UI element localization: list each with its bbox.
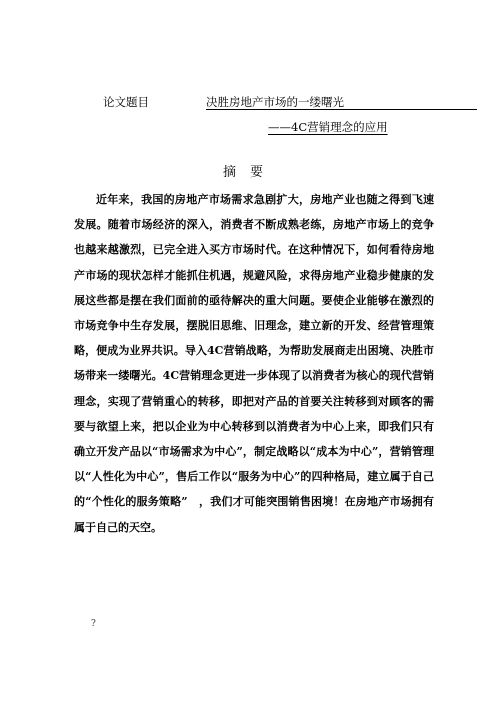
title-row [103,92,463,112]
thesis-subtitle: ——4C营销理念的应用 [268,120,388,134]
abstract-paragraph: 近年来，我国的房地产市场需求急剧扩大，房地产业也随之得到飞速发展。随着市场经济的深入，消费者不断成熟老练，房地产市场上的竞争也越来越激烈，已完全进入买方市场时代。在这种情况下，如何看待房地产市场的现状怎样才能抓住机遇，规避风险，求得房地产业稳步健康的发展这些都是摆在我们面前的亟待解决的重大问题。要使企业能够在激烈的市场竞争中生存发展，摆脱旧思维、旧理念，建立新的开发、经营管理策略，便成为业界共识。导入4C营销战略，为帮助发展商走出困境、决胜市场带来一缕曙光。4C营销理念更进一步体现了以消费者为核心的现代营销理念，实现了营销重心的转移，即把对产品的首要关注转移到对顾客的需要与欲望上来，把以企业为中心转移到以消费者为中心上来，即我们只有确立开发产品以“市场需求为中心”，制定战略以“成本为中心”，营销管理以“人性化为中心”，售后工作以“服务为中心”的四种格局，建立属于自己的“个性化的服务策略” ，我们才可能突围销售困境！在房地产市场拥有属于自己的天空。 [74,193,434,534]
title-underline [206,109,477,110]
abstract-heading: 摘要 [222,165,277,180]
title-label: 论文题目 [103,95,149,109]
page-mark: ? [91,619,96,629]
thesis-title: 决胜房地产市场的一缕曙光 [206,95,344,109]
